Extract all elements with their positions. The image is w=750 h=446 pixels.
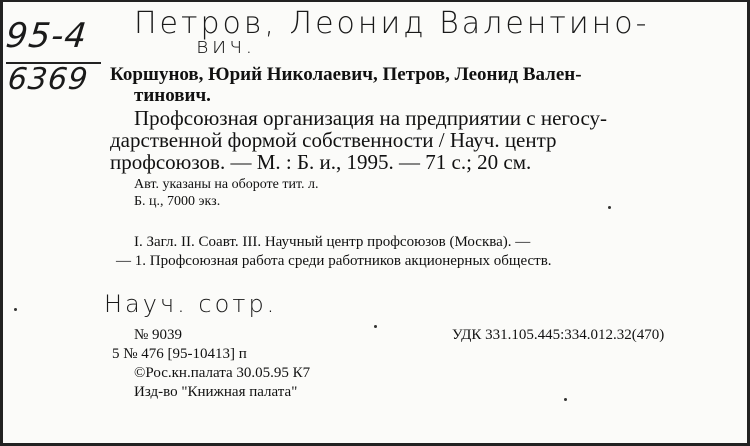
title-line2: дарственной формой собственности / Науч. центр (110, 128, 557, 152)
footer-line2: 5 № 476 [95-10413] п (112, 346, 247, 362)
handwritten-name-line2: вич. (196, 34, 256, 59)
handwritten-note: Науч. сотр. (104, 290, 278, 318)
authors-heading-line2: тинович. (134, 85, 211, 106)
footer-line3: ©Рос.кн.палата 30.05.95 К7 (134, 365, 311, 381)
card-edge-top (0, 0, 750, 2)
ink-speck (14, 308, 17, 311)
index-terms-line2: — 1. Профсоюзная работа среди работников акционерных обществ. (116, 253, 552, 269)
record-number: № 9039 (134, 327, 183, 343)
note-line2: Б. ц., 7000 экз. (134, 194, 221, 209)
ink-speck (564, 398, 567, 401)
card-edge-left (0, 0, 3, 446)
handwritten-call-number-bottom: 6369 (6, 62, 91, 97)
ink-speck (374, 325, 377, 328)
ink-speck (608, 206, 611, 209)
index-terms-line1: I. Загл. II. Соавт. III. Научный центр профсоюзов (Москва). — (134, 234, 531, 250)
handwritten-call-number-top: 95-4 (3, 16, 90, 56)
title-line3: профсоюзов. — М. : Б. и., 1995. — 71 с.; 20 см. (110, 150, 532, 174)
authors-heading-line1: Коршунов, Юрий Николаевич, Петров, Леонид Вален- (110, 64, 582, 85)
title-line1: Профсоюзная организация на предприятии с негосу- (134, 106, 608, 130)
note-line1: Авт. указаны на обороте тит. л. (134, 177, 319, 192)
udk-code: УДК 331.105.445:334.012.32(470) (452, 327, 665, 343)
footer-line4: Изд-во "Книжная палата" (134, 384, 298, 400)
handwritten-name-line1: Петров, Леонид Валентино- (134, 6, 650, 41)
